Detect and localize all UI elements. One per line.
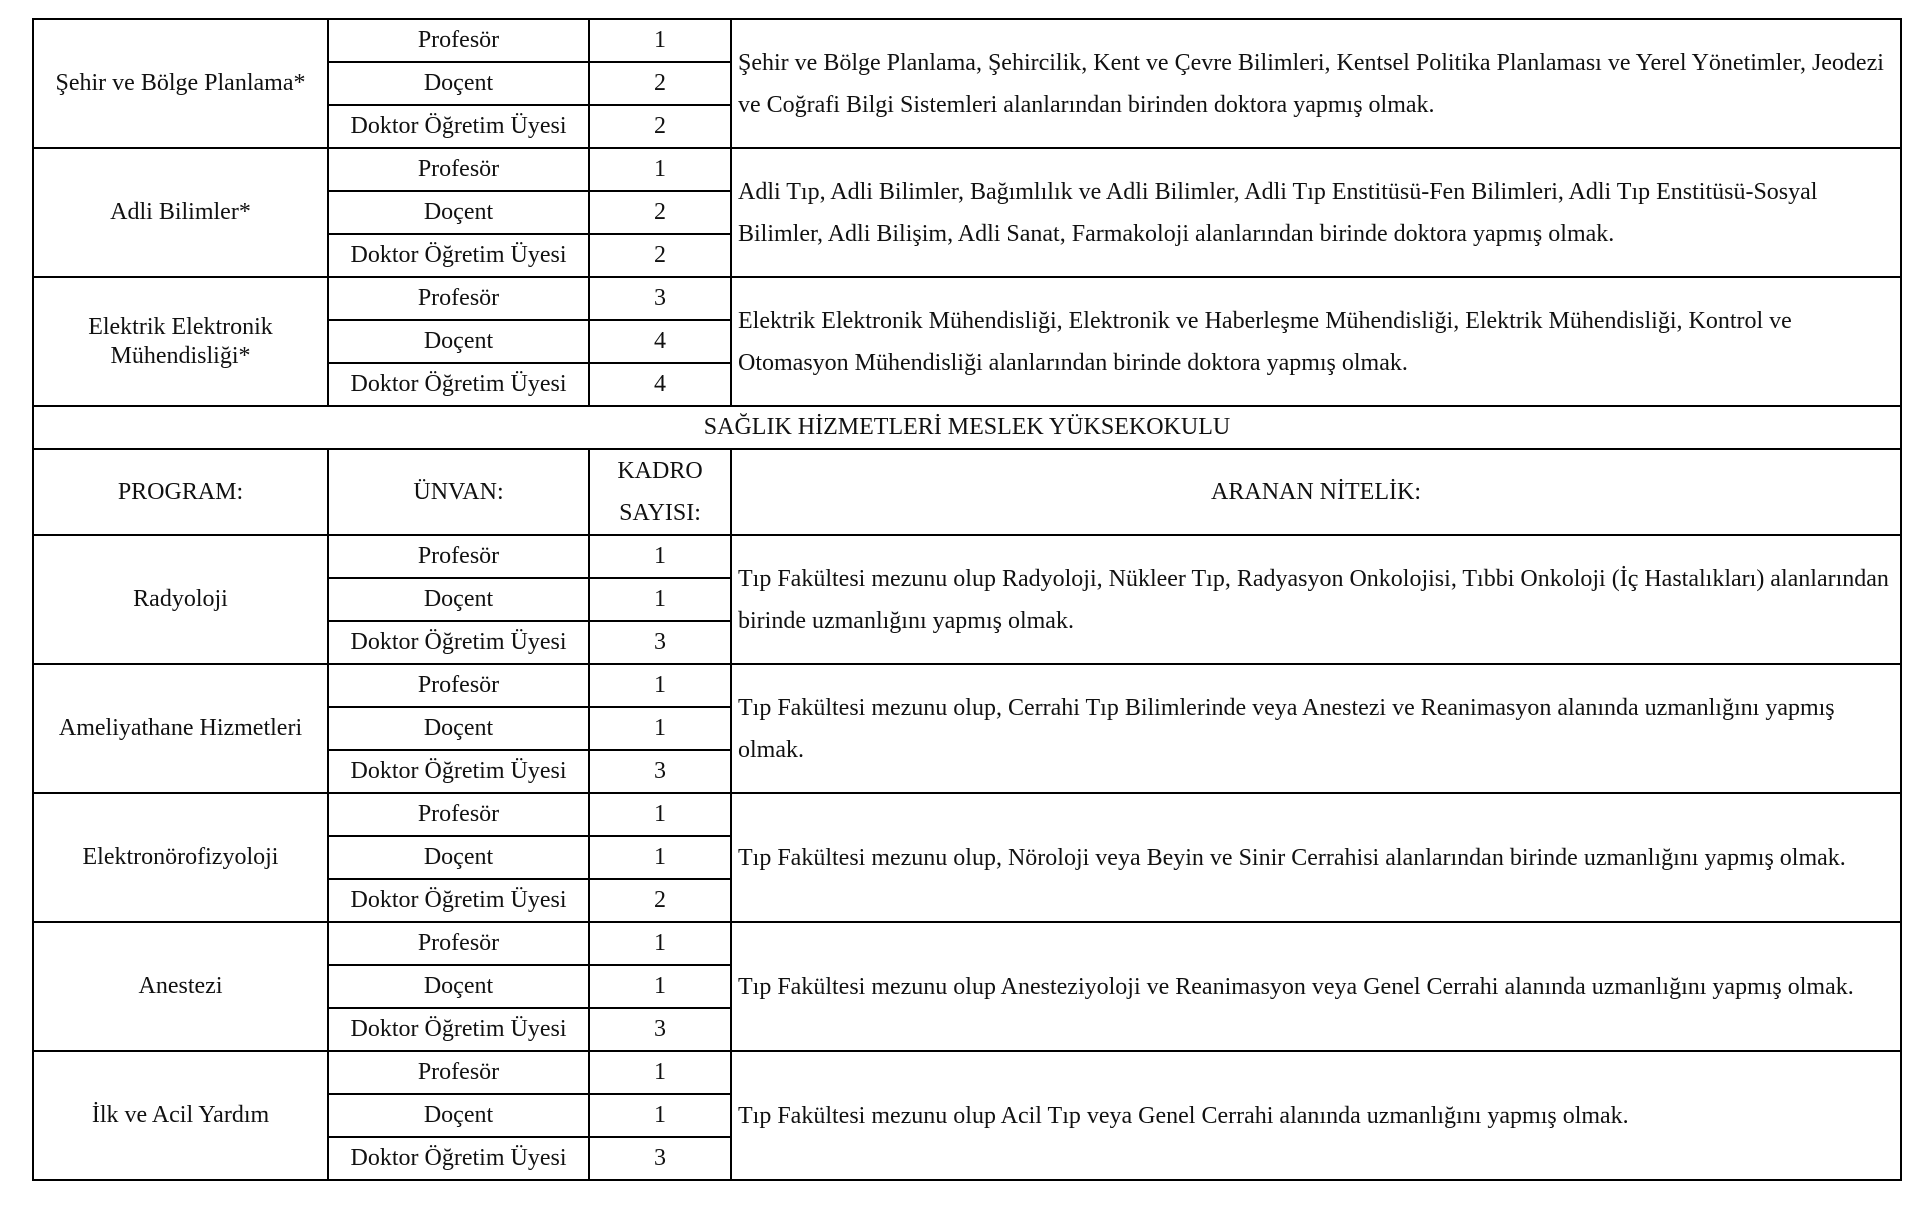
position-title: Doçent	[328, 191, 589, 234]
position-count: 4	[589, 320, 731, 363]
position-title: Doçent	[328, 62, 589, 105]
program-name: Şehir ve Bölge Planlama*	[33, 19, 328, 148]
qualification-text: Tıp Fakültesi mezunu olup, Nöroloji veya Beyin ve Sinir Cerrahisi alanlarından birinde uzmanlığını yapmış olmak.	[731, 793, 1901, 922]
section-title: SAĞLIK HİZMETLERİ MESLEK YÜKSEKOKULU	[33, 406, 1901, 449]
position-title: Doktor Öğretim Üyesi	[328, 621, 589, 664]
position-row	[33, 277, 1901, 320]
position-title: Doktor Öğretim Üyesi	[328, 750, 589, 793]
position-title: Doçent	[328, 707, 589, 750]
qualification-text: Tıp Fakültesi mezunu olup, Cerrahi Tıp Bilimlerinde veya Anestezi ve Reanimasyon alanında uzmanlığını yapmış olmak.	[731, 664, 1901, 793]
position-count: 2	[589, 191, 731, 234]
position-title: Profesör	[328, 922, 589, 965]
position-title: Profesör	[328, 535, 589, 578]
program-name: Anestezi	[33, 922, 328, 1051]
header-program: PROGRAM:	[33, 449, 328, 535]
qualification-text: Tıp Fakültesi mezunu olup Radyoloji, Nükleer Tıp, Radyasyon Onkolojisi, Tıbbi Onkoloji (İç Hastalıkları) alanlarından birinde uzmanlığını yapmış olmak.	[731, 535, 1901, 664]
qualification-text: Tıp Fakültesi mezunu olup Anesteziyoloji ve Reanimasyon veya Genel Cerrahi alanında uzmanlığını yapmış olmak.	[731, 922, 1901, 1051]
header-aranan-nitelik: ARANAN NİTELİK:	[731, 449, 1901, 535]
position-row	[33, 922, 1901, 965]
position-title: Profesör	[328, 19, 589, 62]
qualification-text: Tıp Fakültesi mezunu olup Acil Tıp veya Genel Cerrahi alanında uzmanlığını yapmış olmak.	[731, 1051, 1901, 1180]
position-title: Doçent	[328, 320, 589, 363]
position-row	[33, 535, 1901, 578]
position-title: Doktor Öğretim Üyesi	[328, 234, 589, 277]
position-row	[33, 19, 1901, 62]
position-count: 2	[589, 105, 731, 148]
program-name: Radyoloji	[33, 535, 328, 664]
qualification-text: Şehir ve Bölge Planlama, Şehircilik, Kent ve Çevre Bilimleri, Kentsel Politika Planlaması ve Yerel Yönetimler, Jeodezi ve Coğrafi Bilgi Sistemleri alanlarından birinden doktora yapmış olmak.	[731, 19, 1901, 148]
qualification-text: Adli Tıp, Adli Bilimler, Bağımlılık ve Adli Bilimler, Adli Tıp Enstitüsü-Fen Bilimleri, Adli Tıp Enstitüsü-Sosyal Bilimler, Adli Bilişim, Adli Sanat, Farmakoloji alanlarından birinde doktora yapmış olmak.	[731, 148, 1901, 277]
position-count: 2	[589, 62, 731, 105]
position-count: 1	[589, 707, 731, 750]
position-count: 3	[589, 621, 731, 664]
position-title: Doçent	[328, 578, 589, 621]
position-row	[33, 1051, 1901, 1094]
position-count: 1	[589, 148, 731, 191]
section-header-body	[33, 406, 1901, 535]
position-count: 1	[589, 1094, 731, 1137]
position-title: Doçent	[328, 836, 589, 879]
position-count: 1	[589, 793, 731, 836]
position-row	[33, 793, 1901, 836]
position-count: 3	[589, 1008, 731, 1051]
position-count: 1	[589, 836, 731, 879]
position-count: 1	[589, 578, 731, 621]
position-count: 3	[589, 277, 731, 320]
column-header-row	[33, 449, 1901, 535]
position-count: 1	[589, 664, 731, 707]
position-row	[33, 664, 1901, 707]
position-count: 1	[589, 922, 731, 965]
position-title: Profesör	[328, 1051, 589, 1094]
program-name: Elektrik Elektronik Mühendisliği*	[33, 277, 328, 406]
position-title: Profesör	[328, 793, 589, 836]
position-count: 2	[589, 234, 731, 277]
upper-table-body	[33, 19, 1901, 406]
program-name: Elektronörofizyoloji	[33, 793, 328, 922]
program-name: İlk ve Acil Yardım	[33, 1051, 328, 1180]
position-title: Profesör	[328, 664, 589, 707]
position-count: 1	[589, 535, 731, 578]
program-name: Ameliyathane Hizmetleri	[33, 664, 328, 793]
header-kadro-sayisi: KADRO SAYISI:	[589, 449, 731, 535]
section-title-row	[33, 406, 1901, 449]
position-title: Doktor Öğretim Üyesi	[328, 1137, 589, 1180]
position-count: 3	[589, 1137, 731, 1180]
position-count: 1	[589, 1051, 731, 1094]
qualification-text: Elektrik Elektronik Mühendisliği, Elektronik ve Haberleşme Mühendisliği, Elektrik Mühendisliği, Kontrol ve Otomasyon Mühendisliği alanlarından birinde doktora yapmış olmak.	[731, 277, 1901, 406]
staff-positions-table	[32, 18, 1902, 1181]
document-page	[32, 18, 1900, 1181]
position-title: Profesör	[328, 277, 589, 320]
position-count: 1	[589, 19, 731, 62]
position-title: Doçent	[328, 965, 589, 1008]
position-count: 1	[589, 965, 731, 1008]
position-title: Doktor Öğretim Üyesi	[328, 879, 589, 922]
position-title: Doktor Öğretim Üyesi	[328, 1008, 589, 1051]
lower-table-body	[33, 535, 1901, 1180]
position-title: Doktor Öğretim Üyesi	[328, 105, 589, 148]
header-unvan: ÜNVAN:	[328, 449, 589, 535]
position-count: 4	[589, 363, 731, 406]
position-row	[33, 148, 1901, 191]
position-title: Doçent	[328, 1094, 589, 1137]
position-title: Doktor Öğretim Üyesi	[328, 363, 589, 406]
position-title: Profesör	[328, 148, 589, 191]
position-count: 2	[589, 879, 731, 922]
program-name: Adli Bilimler*	[33, 148, 328, 277]
position-count: 3	[589, 750, 731, 793]
